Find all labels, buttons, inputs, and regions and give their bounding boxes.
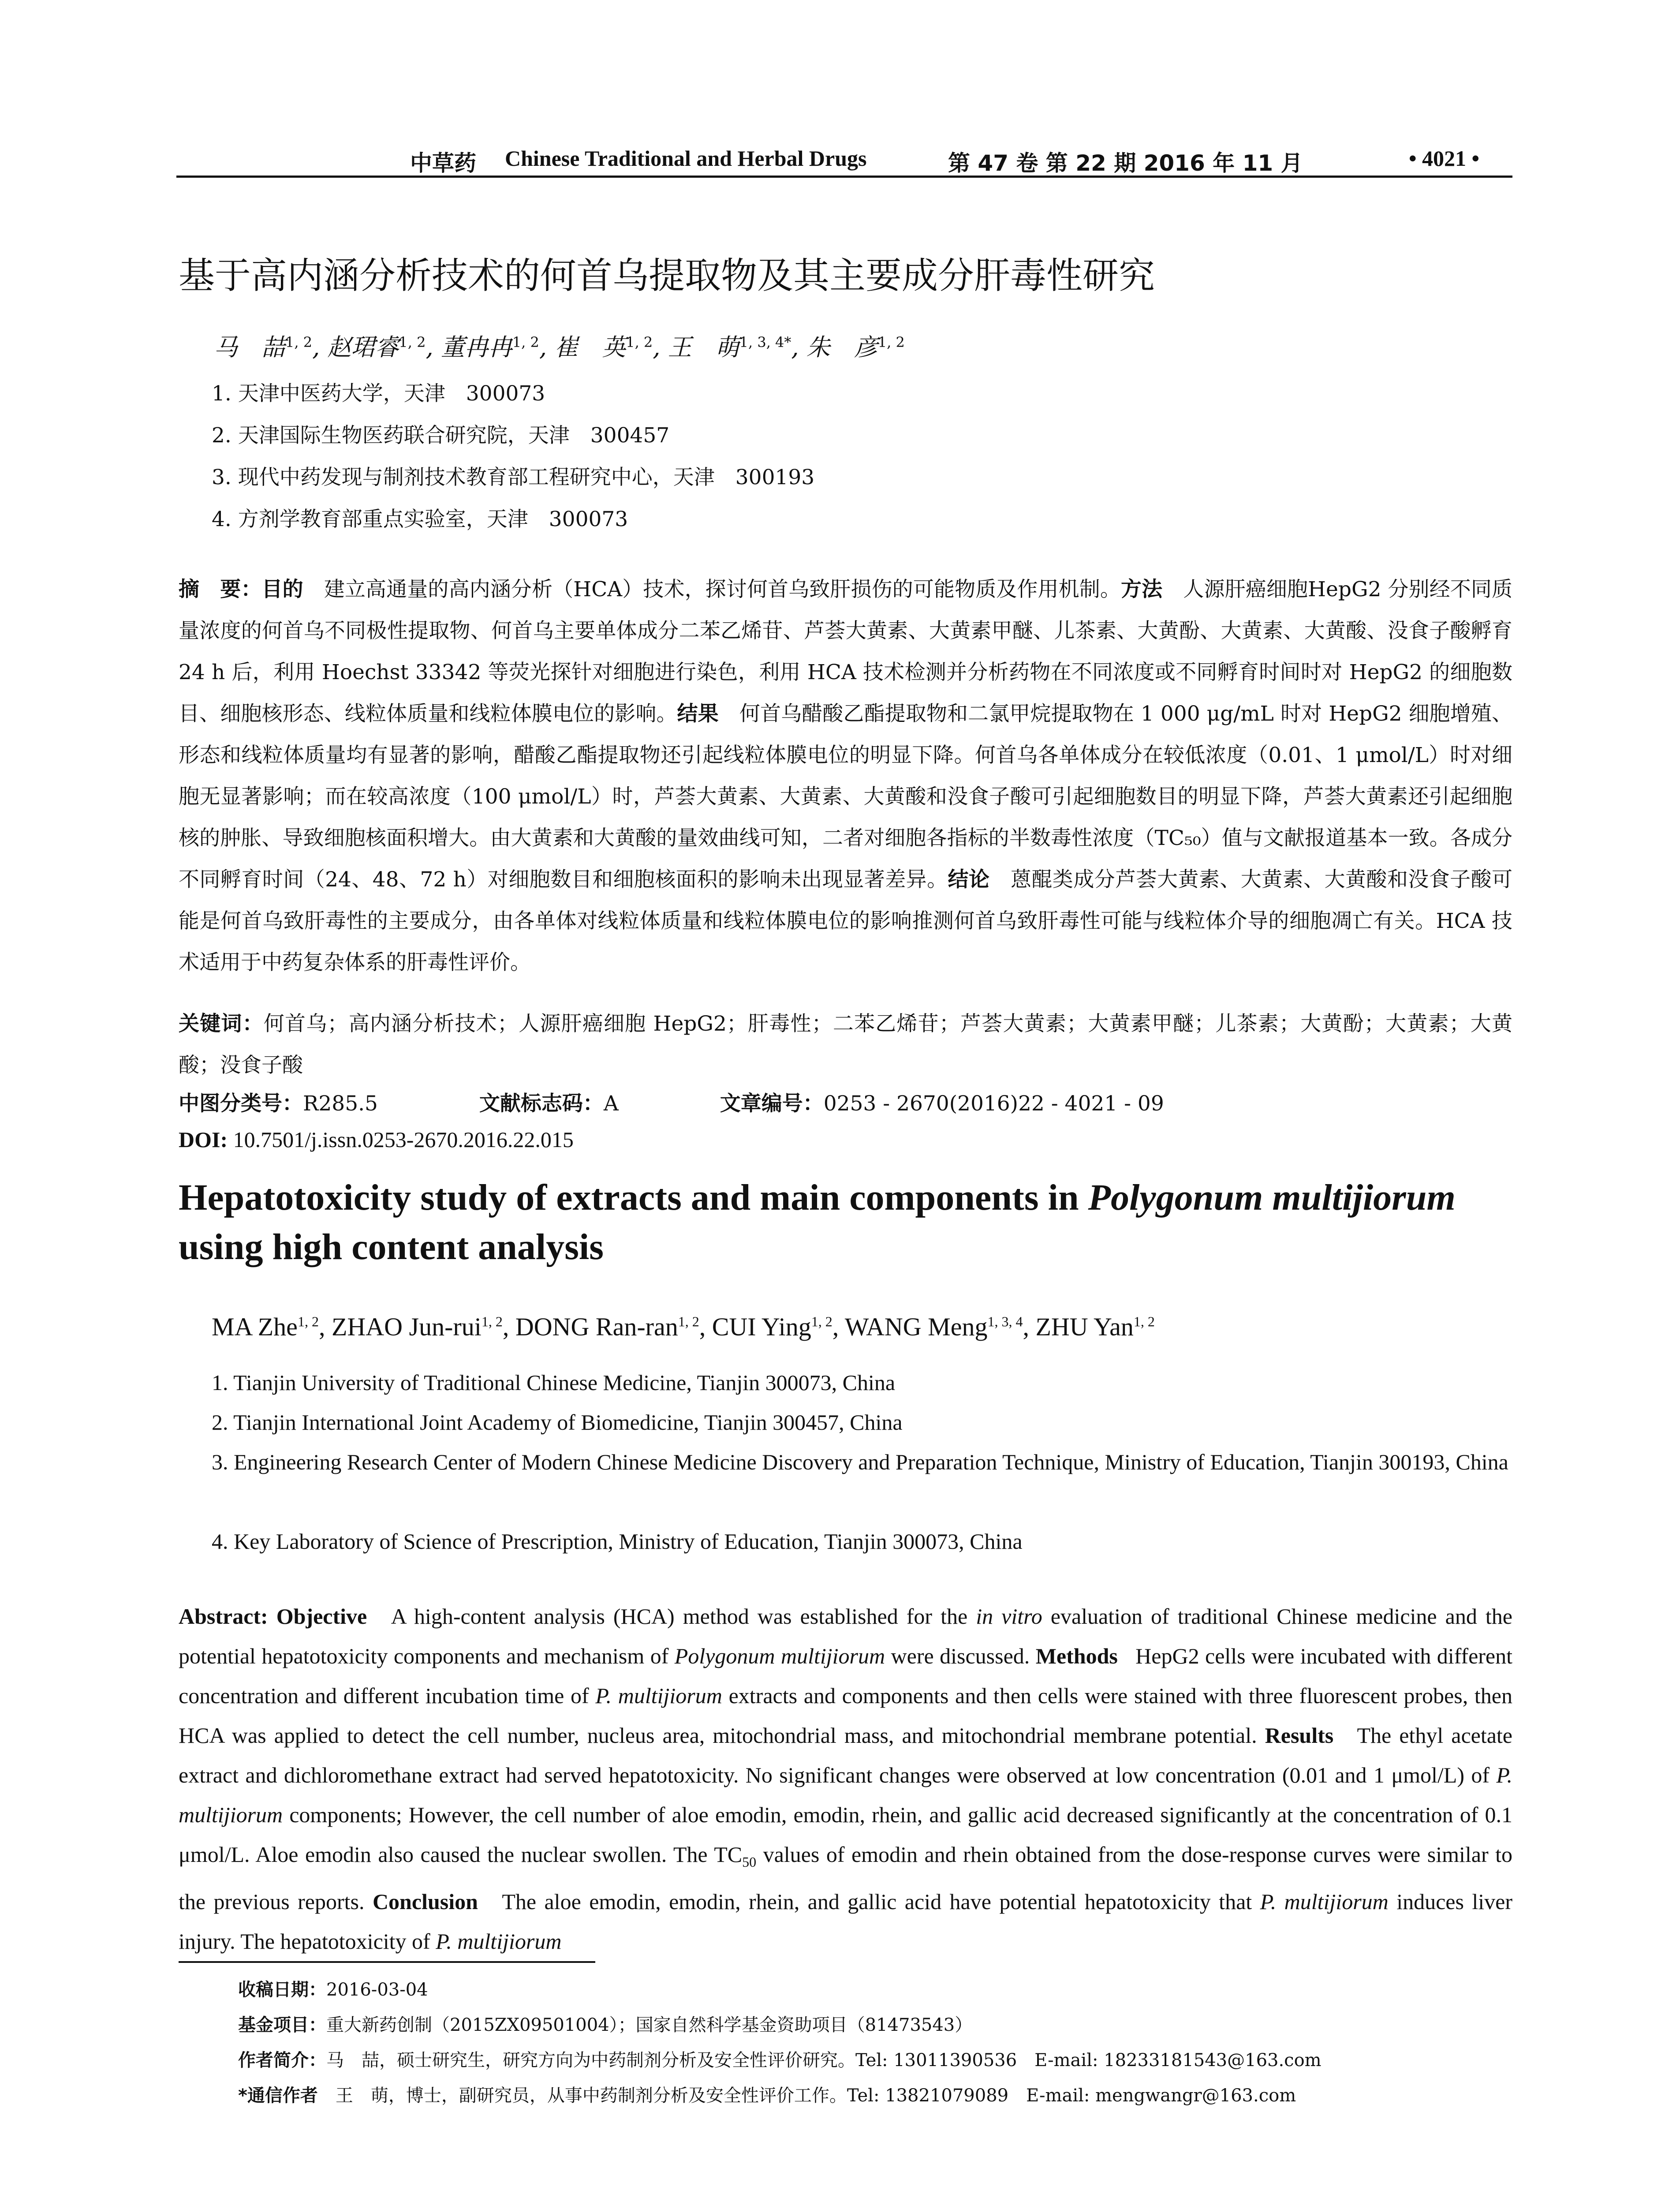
keywords-text: 何首乌；高内涵分析技术；人源肝癌细胞 HepG2；肝毒性；二苯乙烯苷；芦荟大黄素；大黄素甲醚；儿茶素；大黄酚；大黄素；大黄酸；没食子酸 xyxy=(179,1012,1512,1077)
author-sup: 1, 2 xyxy=(678,1313,699,1330)
objective-italic: in vitro xyxy=(976,1604,1042,1629)
results-text: The ethyl acetate extract and dichloromethane extract had served hepatotoxicity. No significant changes were observed at low concentration (0.01 and 1 μmol/L) of xyxy=(179,1723,1512,1787)
doi-value: 10.7501/j.issn.0253-2670.2016.22.015 xyxy=(233,1127,574,1152)
keywords-cn xyxy=(179,1003,1512,1086)
methods-label: 方法 xyxy=(1121,577,1163,602)
results-text: values of emodin and rhein obtained from the dose-response curves were similar to the previous reports. xyxy=(179,1842,1512,1914)
objective-text: 建立高通量的高内涵分析（HCA）技术，探讨何首乌致肝损伤的可能物质及作用机制。 xyxy=(324,577,1121,602)
results-label: 结果 xyxy=(677,702,719,726)
title-cn: 基于高内涵分析技术的何首乌提取物及其主要成分肝毒性研究 xyxy=(179,255,1155,297)
author-sup: 1, 2 xyxy=(1133,1313,1155,1330)
footnote-author-bio xyxy=(238,2046,1322,2071)
author-cn: 王 萌 xyxy=(668,333,739,361)
author-sup: 1, 3, 4* xyxy=(739,334,791,351)
running-header xyxy=(176,140,1512,176)
conclusion-label: 结论 xyxy=(948,867,990,892)
species-name: P. multijiorum xyxy=(179,1763,1512,1827)
footnote-text: 马 喆，硕士研究生，研究方向为中药制剂分析及安全性评价研究。Tel: 13011390536 E-mail: 18233181543@163.com xyxy=(326,2050,1322,2070)
objective-text: were discussed. xyxy=(885,1644,1030,1668)
results-label: Results xyxy=(1265,1723,1334,1748)
header-rule xyxy=(176,176,1512,178)
journal-name-cn: 中草药 xyxy=(410,150,476,176)
results-text: components; However, the cell number of aloe emodin, emodin, rhein, and gallic acid decreased significantly at the concentration of 0.1 μmol/L. Aloe emodin also caused the nuclear swollen. The TC xyxy=(179,1802,1512,1867)
footnote-funding xyxy=(238,2011,972,2036)
author-sup: 1, 2 xyxy=(626,334,653,351)
issue-info: 第 47 卷 第 22 期 2016 年 11 月 xyxy=(948,150,1303,176)
doc-code-value: A xyxy=(603,1091,619,1116)
abstract-label: 摘 要： xyxy=(179,577,262,602)
affiliation-en: 2. Tianjin International Joint Academy of Biomedicine, Tianjin 300457, China xyxy=(212,1410,903,1435)
article-number-label: 文章编号： xyxy=(720,1091,824,1116)
author-sup: 1, 2 xyxy=(811,1313,833,1330)
keywords-label: 关键词： xyxy=(179,1012,264,1036)
author-sup: 1, 2 xyxy=(481,1313,503,1330)
journal-name-en: Chinese Traditional and Herbal Drugs xyxy=(505,146,867,171)
author-en: MA Zhe xyxy=(212,1312,298,1341)
doc-code-label: 文献标志码： xyxy=(479,1091,604,1116)
abstract-objective-label: Abstract: Objective xyxy=(179,1604,367,1629)
conclusion-text: The aloe emodin, emodin, rhein, and gallic acid have potential hepatotoxicity that xyxy=(502,1889,1260,1914)
affiliation-en: 3. Engineering Research Center of Modern Chinese Medicine Discovery and Preparation Technique, Ministry of Education, Tianjin 300193, China xyxy=(212,1450,1508,1474)
footnote-label: 基金项目： xyxy=(238,2015,326,2035)
affiliation-cn: 1. 天津中医药大学，天津 300073 xyxy=(212,381,545,406)
objective-label: 目的 xyxy=(261,577,303,602)
species-name: Polygonum multijiorum xyxy=(674,1644,885,1668)
footnote-label: 收稿日期： xyxy=(238,1980,326,2000)
author-en: DONG Ran-ran xyxy=(515,1312,678,1341)
conclusion-text: induces liver injury. The hepatotoxicity of xyxy=(179,1889,1512,1954)
footnote-text: 2016-03-04 xyxy=(326,1980,428,2000)
author-cn: 董冉冉 xyxy=(441,333,512,361)
species-name: P. multijiorum xyxy=(595,1683,722,1708)
page-number: • 4021 • xyxy=(1409,146,1480,171)
affiliation-cn: 2. 天津国际生物医药联合研究院，天津 300457 xyxy=(212,423,670,448)
affiliation-en: 4. Key Laboratory of Science of Prescription, Ministry of Education, Tianjin 300073, China xyxy=(212,1529,1023,1554)
author-en: CUI Ying xyxy=(712,1312,811,1341)
author-sup: 1, 3, 4 xyxy=(987,1313,1023,1330)
footnote-label: *通信作者 xyxy=(238,2085,318,2106)
affiliation-en: 1. Tianjin University of Traditional Chinese Medicine, Tianjin 300073, China xyxy=(212,1370,896,1395)
title-en-part1: Hepatotoxicity study of extracts and main components in xyxy=(179,1177,1088,1218)
author-en: ZHAO Jun-rui xyxy=(331,1312,482,1341)
affiliation-cn: 3. 现代中药发现与制剂技术教育部工程研究中心，天津 300193 xyxy=(212,465,815,490)
author-cn: 崔 英 xyxy=(554,333,626,361)
footnote-text: 王 萌，博士，副研究员，从事中药制剂分析及安全性评价工作。Tel: 13821079089 E-mail: mengwangr@163.com xyxy=(335,2085,1296,2106)
author-cn: 朱 彦 xyxy=(806,333,878,361)
author-en: WANG Meng xyxy=(844,1312,988,1341)
author-sup: 1, 2 xyxy=(285,334,313,351)
clc-label: 中图分类号： xyxy=(179,1091,303,1116)
title-en-species: Polygonum multijiorum xyxy=(1088,1177,1456,1218)
authors-en: MA Zhe$^{1, 2}$, ZHAO Jun-rui$^{1, 2}$, DONG Ran-ran$^{1, 2}$, CUI Ying$^{1, 2}$, WANG Meng$^{1, 3, 4}$, ZHU Yan$^{1, 2}$ xyxy=(212,1312,1155,1341)
methods-label: Methods xyxy=(1035,1644,1118,1668)
footnote-rule xyxy=(179,1961,595,1963)
title-en-part2: using high content analysis xyxy=(179,1226,604,1267)
author-sup: 1, 2 xyxy=(399,334,426,351)
title-en xyxy=(179,1173,1515,1272)
methods-text: 人源肝癌细胞HepG2 分别经不同质量浓度的何首乌不同极性提取物、何首乌主要单体成分二苯乙烯苷、芦荟大黄素、大黄素甲醚、儿茶素、大黄酚、大黄素、大黄酸、没食子酸孵育 24 h 后，利用 Hoechst 33342 等荧光探针对细胞进行染色，利用 HCA 技术检测并分析药物在不同浓度或不同孵育时间时对 HepG2 的细胞数目、细胞核形态、线粒体质量和线粒体膜电位的影响。 xyxy=(179,577,1513,726)
authors-cn: 马 喆$^{1, 2}$, 赵珺睿$^{1, 2}$, 董冉冉$^{1, 2}$, 崔 英$^{1, 2}$, 王 萌$^{1, 3, 4*}$, 朱 彦$^{1, 2}$ xyxy=(214,333,905,361)
species-name: P. multijiorum xyxy=(1260,1889,1389,1914)
author-sup: 1, 2 xyxy=(512,334,539,351)
article-number-value: 0253 - 2670(2016)22 - 4021 - 09 xyxy=(823,1091,1164,1116)
affiliation-cn: 4. 方剂学教育部重点实验室，天津 300073 xyxy=(212,507,628,531)
results-text: 何首乌醋酸乙酯提取物和二氯甲烷提取物在 1 000 μg/mL 时对 HepG2 细胞增殖、形态和线粒体质量均有显著的影响，醋酸乙酯提取物还引起线粒体膜电位的明显下降。何首乌各单体成分在较低浓度（0.01、1 μmol/L）时对细胞无显著影响；而在较高浓度（100 μmol/L）时，芦荟大黄素、大黄素、大黄酸和没食子酸可引起细胞数目的明显下降，芦荟大黄素还引起细胞核的肿胀、导致细胞核面积增大。由大黄素和大黄酸的量效曲线可知，二者对细胞各指标的半数毒性浓度（TC₅₀）值与文献报道基本一致。各成分不同孵育时间（24、48、72 h）对细胞数目和细胞核面积的影响未出现显著差异。 xyxy=(179,702,1512,892)
author-sup: 1, 2 xyxy=(297,1313,319,1330)
footnote-corresponding xyxy=(238,2082,1296,2107)
species-name: P. multijiorum xyxy=(436,1929,562,1954)
abstract-cn xyxy=(179,569,1512,983)
author-cn: 马 喆 xyxy=(214,333,285,361)
doi-label: DOI: xyxy=(179,1127,228,1152)
author-sup: 1, 2 xyxy=(877,334,905,351)
conclusion-text: 蒽醌类成分芦荟大黄素、大黄素、大黄酸和没食子酸可能是何首乌致肝毒性的主要成分，由各单体对线粒体质量和线粒体膜电位的影响推测何首乌致肝毒性可能与线粒体介导的细胞凋亡有关。HCA 技术适用于中药复杂体系的肝毒性评价。 xyxy=(179,867,1513,975)
objective-text: A high-content analysis (HCA) method was established for the xyxy=(391,1604,976,1629)
methods-text: extracts and components and then cells were stained with three fluorescent probes, then HCA was applied to detect the cell number, nucleus area, mitochondrial mass, and mitochondrial membrane potential. xyxy=(179,1683,1512,1748)
abstract-en xyxy=(179,1596,1512,1961)
footnote-text: 重大新药创制（2015ZX09501004）；国家自然科学基金资助项目（81473543） xyxy=(326,2015,973,2035)
conclusion-label: Conclusion xyxy=(372,1889,478,1914)
subscript: 50 xyxy=(742,1854,757,1870)
classification-row xyxy=(179,1087,1164,1117)
doi-row xyxy=(179,1127,574,1152)
author-en: ZHU Yan xyxy=(1035,1312,1134,1341)
footnote-received xyxy=(238,1976,428,2001)
objective-text: evaluation of traditional Chinese medicine and the potential hepatotoxicity components and mechanism of xyxy=(179,1604,1512,1668)
footnote-label: 作者简介： xyxy=(238,2050,326,2070)
author-cn: 赵珺睿 xyxy=(327,333,399,361)
methods-text: HepG2 cells were incubated with different concentration and different incubation time of xyxy=(179,1644,1513,1708)
clc-value: R285.5 xyxy=(303,1091,378,1116)
